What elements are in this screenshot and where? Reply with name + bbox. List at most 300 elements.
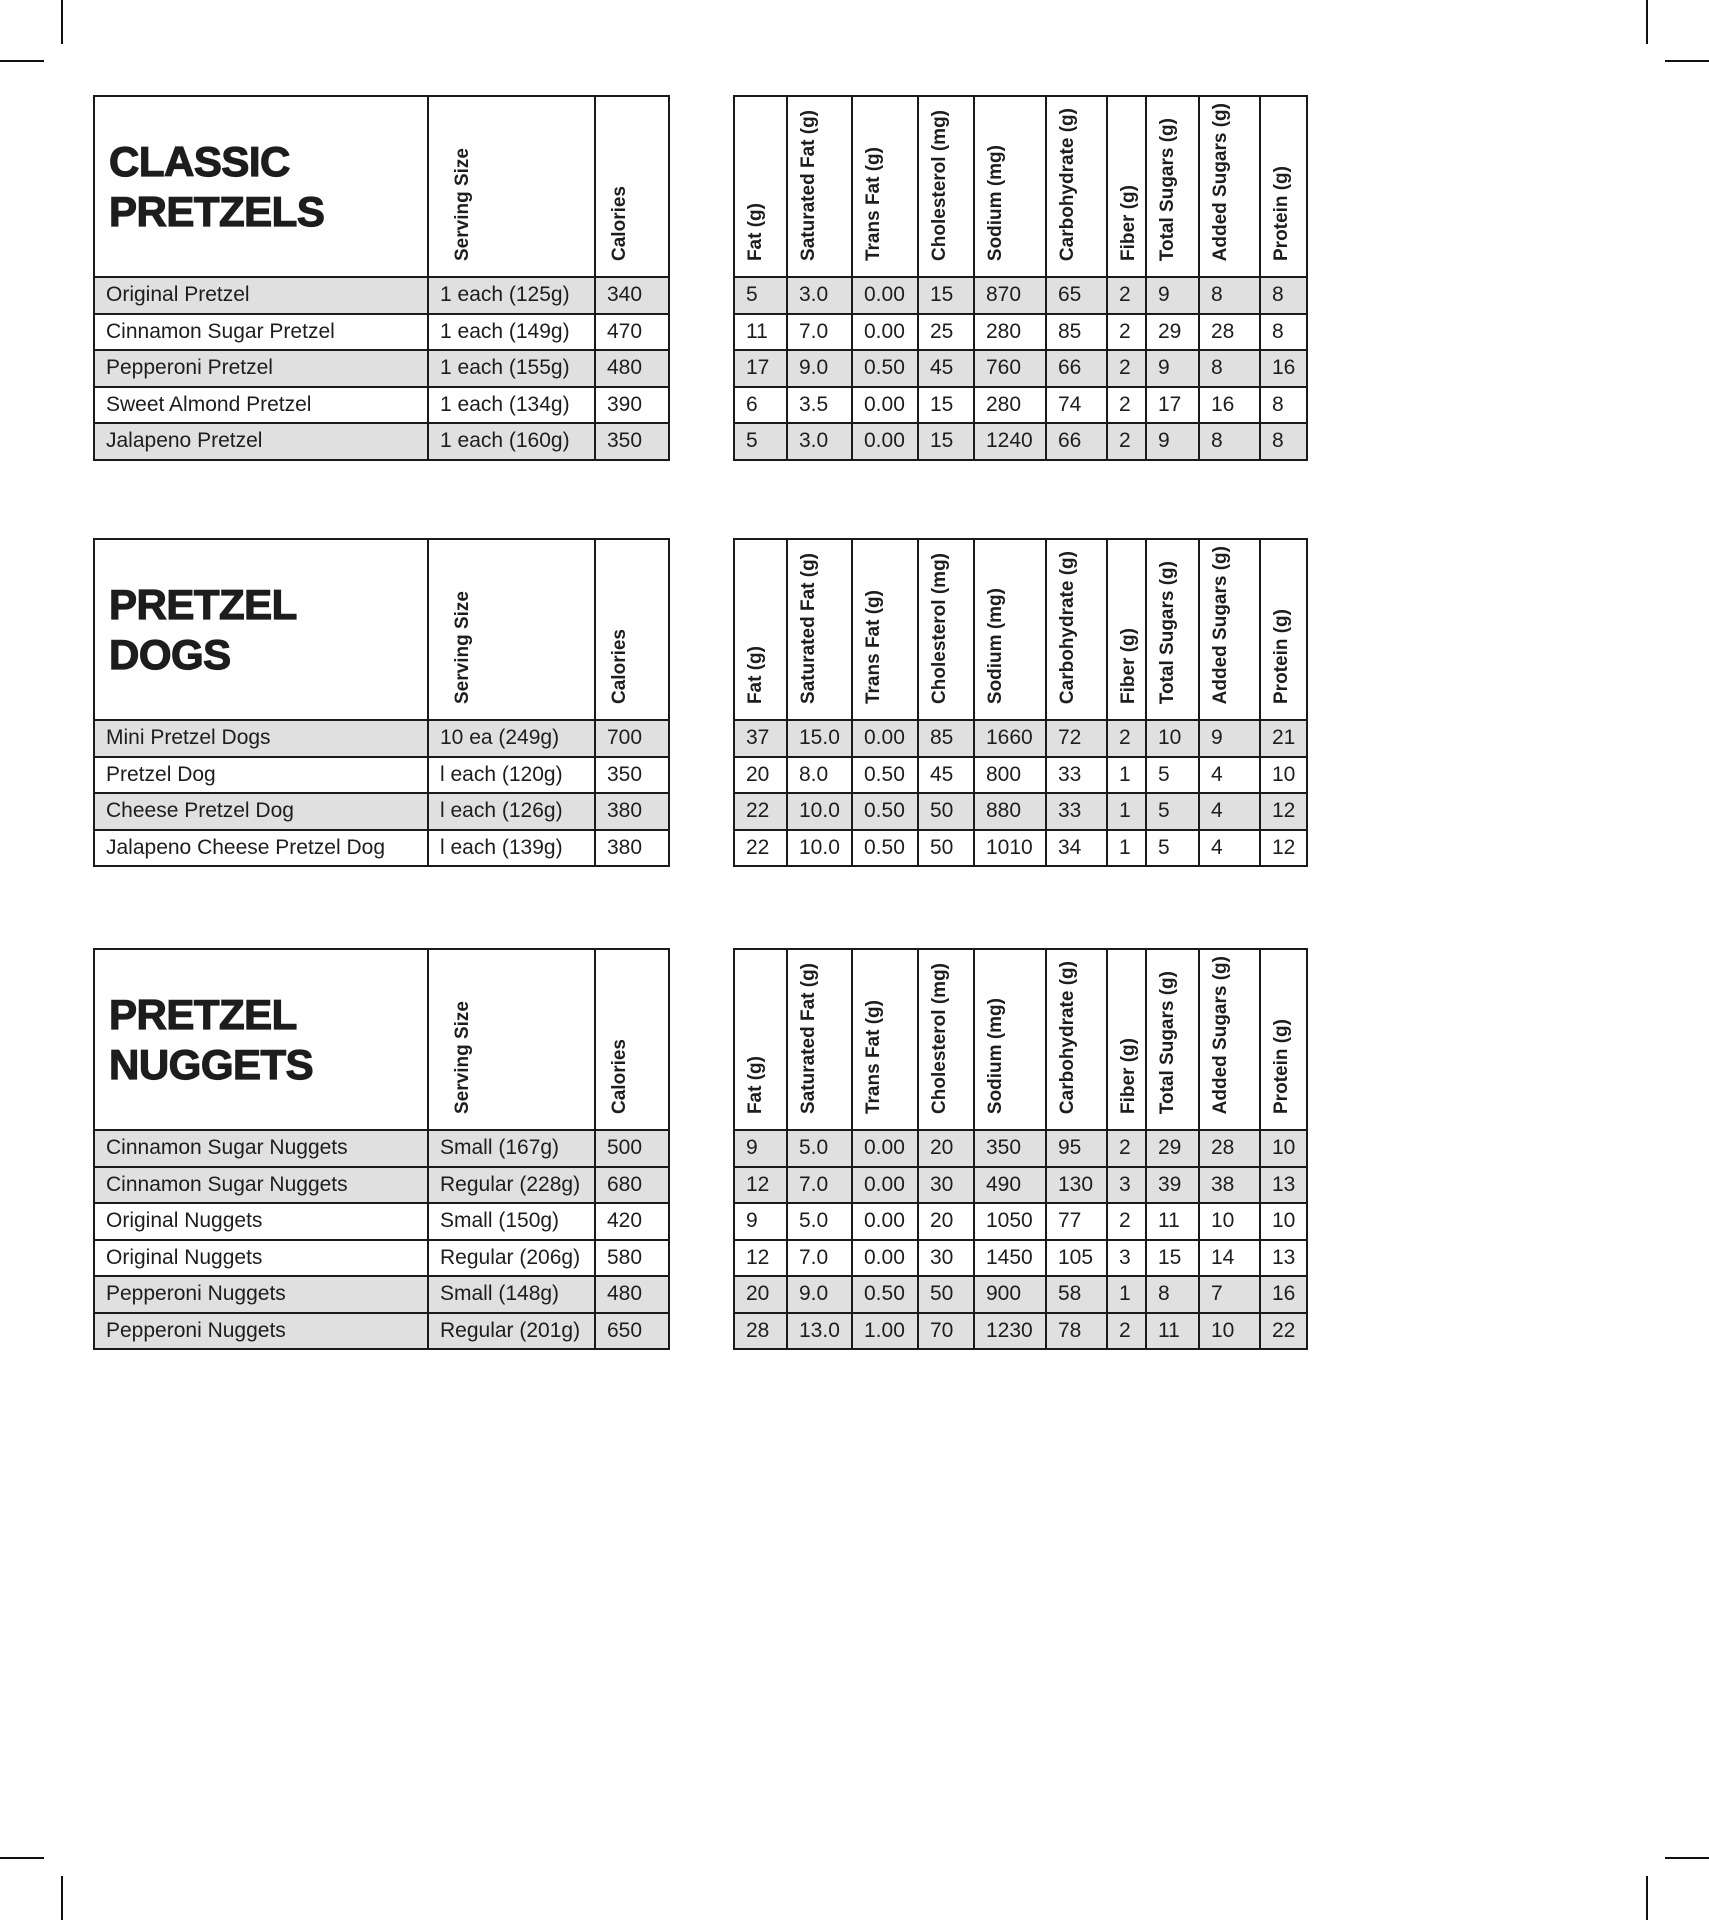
product-name-cell: Original Nuggets [94,1203,428,1240]
nutrition-value-cell: 7.0 [787,314,852,351]
calories-header [595,539,669,720]
nutrition-value-cell: 2 [1107,314,1146,351]
nutrition-column-header-label: Trans Fat (g) [863,146,884,261]
nutrition-value-cell: 8 [1260,277,1307,314]
nutrition-row [734,423,1307,460]
nutrition-value-cell: 16 [1260,1276,1307,1313]
nutrition-value-cell: 1450 [974,1240,1046,1277]
nutrition-column-header-label: Carbohydrate (g) [1057,960,1078,1114]
nutrition-column-header [787,96,852,277]
nutrition-column-header [974,539,1046,720]
nutrition-column-header-label: Added Sugars (g) [1210,955,1231,1114]
nutrition-column-header [852,539,918,720]
section-pretzel-dogs [93,538,1308,867]
nutrition-value-cell: 9 [734,1203,787,1240]
table-row [94,757,669,794]
nutrition-row [734,830,1307,867]
nutrition-column-header [734,96,787,277]
nutrition-value-cell: 11 [1146,1313,1199,1350]
nutrition-column-header-label: Carbohydrate (g) [1057,107,1078,261]
nutrition-value-cell: 0.50 [852,830,918,867]
nutrition-value-cell: 9 [1199,720,1260,757]
calories-cell: 480 [595,1276,669,1313]
table-title-cell [94,539,428,720]
table-row [94,350,669,387]
nutrition-column-header [852,96,918,277]
nutrition-value-cell: 0.00 [852,1240,918,1277]
nutrition-value-cell: 0.00 [852,1130,918,1167]
calories-cell: 580 [595,1240,669,1277]
nutrition-value-cell: 12 [734,1240,787,1277]
section-classic-pretzels [93,95,1308,461]
nutrition-value-cell: 77 [1046,1203,1107,1240]
nutrition-value-cell: 0.00 [852,277,918,314]
table-title-line: PRETZEL [109,580,297,628]
nutrition-value-cell: 4 [1199,830,1260,867]
nutrition-value-cell: 65 [1046,277,1107,314]
nutrition-column-header-label: Fat (g) [745,1055,766,1114]
calories-cell: 700 [595,720,669,757]
nutrition-row [734,314,1307,351]
nutrition-value-cell: 50 [918,1276,974,1313]
nutrition-value-cell: 28 [734,1313,787,1350]
table-row [94,1130,669,1167]
nutrition-value-cell: 5 [734,277,787,314]
nutrition-value-cell: 11 [734,314,787,351]
nutrition-value-cell: 1 [1107,1276,1146,1313]
serving-size-cell: Regular (228g) [428,1167,595,1204]
nutrition-value-cell: 880 [974,793,1046,830]
table-row [94,830,669,867]
serving-size-cell: 1 each (160g) [428,423,595,460]
nutrition-value-cell: 0.50 [852,793,918,830]
table-title-cell [94,949,428,1130]
nutrition-value-cell: 9.0 [787,350,852,387]
nutrition-column-header-label: Trans Fat (g) [863,999,884,1114]
nutrition-value-cell: 37 [734,720,787,757]
nutrition-table [733,95,1308,461]
nutrition-value-cell: 10 [1260,1130,1307,1167]
serving-size-header-label: Serving Size [452,1001,473,1114]
nutrition-column-header [918,96,974,277]
nutrition-value-cell: 39 [1146,1167,1199,1204]
nutrition-value-cell: 3 [1107,1240,1146,1277]
table-row [94,793,669,830]
product-name-cell: Cinnamon Sugar Pretzel [94,314,428,351]
table-title-line: NUGGETS [109,1040,314,1088]
nutrition-row [734,1203,1307,1240]
nutrition-value-cell: 17 [1146,387,1199,424]
calories-header [595,96,669,277]
nutrition-value-cell: 0.00 [852,314,918,351]
nutrition-value-cell: 9 [1146,423,1199,460]
serving-size-header-label: Serving Size [452,591,473,704]
table-title [109,990,427,1089]
nutrition-value-cell: 9 [1146,350,1199,387]
nutrition-value-cell: 0.50 [852,350,918,387]
nutrition-value-cell: 10.0 [787,793,852,830]
nutrition-value-cell: 16 [1260,350,1307,387]
calories-cell: 340 [595,277,669,314]
nutrition-column-header [1046,96,1107,277]
nutrition-value-cell: 4 [1199,757,1260,794]
nutrition-value-cell: 20 [734,757,787,794]
nutrition-value-cell: 1 [1107,830,1146,867]
serving-size-cell: Regular (201g) [428,1313,595,1350]
table-title [109,137,427,236]
nutrition-row [734,277,1307,314]
nutrition-value-cell: 15 [1146,1240,1199,1277]
product-name-cell: Mini Pretzel Dogs [94,720,428,757]
nutrition-value-cell: 800 [974,757,1046,794]
nutrition-column-header [918,949,974,1130]
nutrition-value-cell: 0.00 [852,1167,918,1204]
nutrition-value-cell: 10 [1260,1203,1307,1240]
nutrition-column-header [1146,96,1199,277]
nutrition-value-cell: 0.50 [852,757,918,794]
calories-cell: 500 [595,1130,669,1167]
nutrition-row [734,1240,1307,1277]
nutrition-column-header [974,949,1046,1130]
nutrition-value-cell: 4 [1199,793,1260,830]
nutrition-value-cell: 58 [1046,1276,1107,1313]
nutrition-table [733,538,1308,867]
nutrition-value-cell: 2 [1107,1313,1146,1350]
product-name-cell: Cinnamon Sugar Nuggets [94,1130,428,1167]
nutrition-column-header [1107,96,1146,277]
nutrition-value-cell: 5 [734,423,787,460]
nutrition-row [734,350,1307,387]
nutrition-value-cell: 38 [1199,1167,1260,1204]
nutrition-value-cell: 0.50 [852,1276,918,1313]
nutrition-value-cell: 870 [974,277,1046,314]
nutrition-column-header [1107,539,1146,720]
table-header-row [94,539,669,720]
nutrition-value-cell: 7.0 [787,1240,852,1277]
nutrition-value-cell: 66 [1046,423,1107,460]
nutrition-column-header [787,949,852,1130]
table-title-line: PRETZELS [109,187,325,235]
nutrition-value-cell: 5 [1146,830,1199,867]
nutrition-value-cell: 2 [1107,720,1146,757]
menu-table [93,538,670,867]
nutrition-value-cell: 30 [918,1167,974,1204]
nutrition-value-cell: 15 [918,277,974,314]
nutrition-column-header-label: Added Sugars (g) [1210,102,1231,261]
product-name-cell: Jalapeno Cheese Pretzel Dog [94,830,428,867]
crop-mark [0,1857,44,1859]
nutrition-value-cell: 33 [1046,793,1107,830]
nutrition-column-header-label: Sodium (mg) [985,144,1006,261]
nutrition-column-header-label: Fat (g) [745,202,766,261]
nutrition-value-cell: 50 [918,793,974,830]
serving-size-cell: l each (126g) [428,793,595,830]
nutrition-value-cell: 9 [734,1130,787,1167]
table-row [94,1167,669,1204]
crop-mark [1646,0,1648,44]
nutrition-column-header-label: Cholesterol (mg) [929,963,950,1114]
section-pretzel-nuggets [93,948,1308,1350]
table-row [94,1203,669,1240]
nutrition-value-cell: 13.0 [787,1313,852,1350]
nutrition-value-cell: 10 [1199,1203,1260,1240]
nutrition-value-cell: 3.0 [787,423,852,460]
table-title-line: PRETZEL [109,990,297,1038]
nutrition-value-cell: 1050 [974,1203,1046,1240]
product-name-cell: Pepperoni Pretzel [94,350,428,387]
nutrition-column-header-label: Total Sugars (g) [1157,560,1178,704]
product-name-cell: Sweet Almond Pretzel [94,387,428,424]
nutrition-column-header-label: Fiber (g) [1118,1038,1139,1114]
product-name-cell: Cinnamon Sugar Nuggets [94,1167,428,1204]
nutrition-column-header-label: Total Sugars (g) [1157,117,1178,261]
nutrition-value-cell: 8 [1260,423,1307,460]
nutrition-value-cell: 8.0 [787,757,852,794]
nutrition-value-cell: 12 [1260,793,1307,830]
nutrition-value-cell: 15 [918,387,974,424]
serving-size-cell: Regular (206g) [428,1240,595,1277]
product-name-cell: Original Nuggets [94,1240,428,1277]
nutrition-value-cell: 15 [918,423,974,460]
serving-size-header [428,539,595,720]
nutrition-value-cell: 20 [918,1130,974,1167]
serving-size-cell: Small (167g) [428,1130,595,1167]
nutrition-value-cell: 22 [734,793,787,830]
nutrition-value-cell: 2 [1107,277,1146,314]
nutrition-column-header [1046,539,1107,720]
serving-size-cell: l each (120g) [428,757,595,794]
serving-size-cell: 10 ea (249g) [428,720,595,757]
nutrition-value-cell: 13 [1260,1167,1307,1204]
nutrition-value-cell: 8 [1199,350,1260,387]
product-name-cell: Pretzel Dog [94,757,428,794]
nutrition-value-cell: 105 [1046,1240,1107,1277]
nutrition-column-header [1046,949,1107,1130]
nutrition-column-header-label: Cholesterol (mg) [929,553,950,704]
nutrition-value-cell: 8 [1199,277,1260,314]
nutrition-value-cell: 0.00 [852,720,918,757]
calories-header-label: Calories [609,629,630,704]
table-title [109,580,427,679]
nutrition-value-cell: 3.0 [787,277,852,314]
nutrition-column-header [734,539,787,720]
nutrition-value-cell: 1230 [974,1313,1046,1350]
nutrition-value-cell: 14 [1199,1240,1260,1277]
nutrition-value-cell: 66 [1046,350,1107,387]
serving-size-header-label: Serving Size [452,148,473,261]
nutrition-row [734,793,1307,830]
nutrition-value-cell: 490 [974,1167,1046,1204]
nutrition-table [733,948,1308,1350]
calories-cell: 680 [595,1167,669,1204]
nutrition-value-cell: 7.0 [787,1167,852,1204]
nutrition-row [734,387,1307,424]
calories-cell: 350 [595,423,669,460]
nutrition-value-cell: 760 [974,350,1046,387]
nutrition-value-cell: 11 [1146,1203,1199,1240]
nutrition-column-header-label: Fiber (g) [1118,185,1139,261]
nutrition-value-cell: 2 [1107,1130,1146,1167]
serving-size-cell: 1 each (149g) [428,314,595,351]
nutrition-value-cell: 34 [1046,830,1107,867]
nutrition-row [734,1167,1307,1204]
nutrition-value-cell: 900 [974,1276,1046,1313]
serving-size-cell: l each (139g) [428,830,595,867]
table-row [94,1313,669,1350]
nutrition-value-cell: 10 [1146,720,1199,757]
calories-header-label: Calories [609,1039,630,1114]
nutrition-value-cell: 30 [918,1240,974,1277]
nutrition-value-cell: 9.0 [787,1276,852,1313]
product-name-cell: Cheese Pretzel Dog [94,793,428,830]
nutrition-column-header-label: Saturated Fat (g) [798,553,819,704]
crop-mark [1665,60,1709,62]
table-row [94,387,669,424]
nutrition-value-cell: 280 [974,314,1046,351]
nutrition-row [734,1313,1307,1350]
nutrition-header-row [734,539,1307,720]
nutrition-value-cell: 13 [1260,1240,1307,1277]
nutrition-value-cell: 28 [1199,1130,1260,1167]
calories-cell: 470 [595,314,669,351]
nutrition-value-cell: 70 [918,1313,974,1350]
serving-size-cell: 1 each (155g) [428,350,595,387]
table-header-row [94,949,669,1130]
nutrition-column-header [1146,539,1199,720]
serving-size-header [428,96,595,277]
nutrition-value-cell: 10 [1260,757,1307,794]
nutrition-column-header-label: Carbohydrate (g) [1057,550,1078,704]
nutrition-column-header [1107,949,1146,1130]
table-row [94,1240,669,1277]
table-title-cell [94,96,428,277]
nutrition-value-cell: 1.00 [852,1313,918,1350]
table-title-line: CLASSIC [109,137,290,185]
nutrition-value-cell: 5 [1146,793,1199,830]
nutrition-column-header [918,539,974,720]
crop-mark [61,1876,63,1920]
crop-mark [1665,1857,1709,1859]
table-row [94,1276,669,1313]
nutrition-value-cell: 8 [1146,1276,1199,1313]
crop-mark [0,60,44,62]
nutrition-value-cell: 2 [1107,423,1146,460]
table-row [94,720,669,757]
nutrition-column-header-label: Protein (g) [1271,1019,1292,1114]
nutrition-value-cell: 2 [1107,350,1146,387]
nutrition-value-cell: 10 [1199,1313,1260,1350]
calories-cell: 390 [595,387,669,424]
nutrition-value-cell: 5 [1146,757,1199,794]
table-title-line: DOGS [109,630,231,678]
nutrition-value-cell: 12 [1260,830,1307,867]
nutrition-column-header [852,949,918,1130]
nutrition-value-cell: 5.0 [787,1203,852,1240]
nutrition-column-header-label: Protein (g) [1271,609,1292,704]
serving-size-header [428,949,595,1130]
nutrition-value-cell: 72 [1046,720,1107,757]
nutrition-value-cell: 29 [1146,314,1199,351]
nutrition-value-cell: 0.00 [852,423,918,460]
nutrition-value-cell: 29 [1146,1130,1199,1167]
nutrition-column-header [1199,96,1260,277]
nutrition-value-cell: 45 [918,757,974,794]
nutrition-column-header [1260,949,1307,1130]
nutrition-value-cell: 10.0 [787,830,852,867]
nutrition-value-cell: 74 [1046,387,1107,424]
nutrition-column-header-label: Fiber (g) [1118,628,1139,704]
nutrition-value-cell: 0.00 [852,387,918,424]
nutrition-value-cell: 8 [1260,314,1307,351]
nutrition-value-cell: 21 [1260,720,1307,757]
calories-cell: 650 [595,1313,669,1350]
nutrition-value-cell: 1240 [974,423,1046,460]
nutrition-column-header-label: Cholesterol (mg) [929,110,950,261]
nutrition-value-cell: 3 [1107,1167,1146,1204]
nutrition-column-header-label: Saturated Fat (g) [798,963,819,1114]
nutrition-value-cell: 16 [1199,387,1260,424]
nutrition-value-cell: 6 [734,387,787,424]
nutrition-value-cell: 50 [918,830,974,867]
nutrition-value-cell: 28 [1199,314,1260,351]
nutrition-value-cell: 45 [918,350,974,387]
nutrition-value-cell: 78 [1046,1313,1107,1350]
serving-size-cell: 1 each (134g) [428,387,595,424]
serving-size-cell: Small (150g) [428,1203,595,1240]
nutrition-column-header-label: Trans Fat (g) [863,589,884,704]
nutrition-column-header-label: Added Sugars (g) [1210,545,1231,704]
nutrition-value-cell: 15.0 [787,720,852,757]
calories-cell: 380 [595,793,669,830]
table-header-row [94,96,669,277]
menu-table [93,948,670,1350]
nutrition-column-header [1199,539,1260,720]
nutrition-column-header [787,539,852,720]
nutrition-value-cell: 25 [918,314,974,351]
nutrition-value-cell: 2 [1107,387,1146,424]
nutrition-value-cell: 1 [1107,793,1146,830]
nutrition-value-cell: 130 [1046,1167,1107,1204]
nutrition-row [734,1276,1307,1313]
nutrition-value-cell: 20 [734,1276,787,1313]
nutrition-column-header [1146,949,1199,1130]
nutrition-value-cell: 95 [1046,1130,1107,1167]
nutrition-column-header [1199,949,1260,1130]
calories-cell: 420 [595,1203,669,1240]
product-name-cell: Jalapeno Pretzel [94,423,428,460]
nutrition-value-cell: 2 [1107,1203,1146,1240]
nutrition-value-cell: 33 [1046,757,1107,794]
nutrition-value-cell: 20 [918,1203,974,1240]
nutrition-value-cell: 3.5 [787,387,852,424]
nutrition-value-cell: 280 [974,387,1046,424]
nutrition-value-cell: 9 [1146,277,1199,314]
nutrition-row [734,1130,1307,1167]
nutrition-value-cell: 8 [1260,387,1307,424]
nutrition-column-header [1260,539,1307,720]
calories-header-label: Calories [609,186,630,261]
nutrition-column-header-label: Protein (g) [1271,166,1292,261]
nutrition-value-cell: 8 [1199,423,1260,460]
nutrition-row [734,720,1307,757]
table-row [94,423,669,460]
table-row [94,277,669,314]
nutrition-value-cell: 350 [974,1130,1046,1167]
table-row [94,314,669,351]
crop-mark [1646,1876,1648,1920]
nutrition-column-header-label: Sodium (mg) [985,997,1006,1114]
nutrition-header-row [734,96,1307,277]
